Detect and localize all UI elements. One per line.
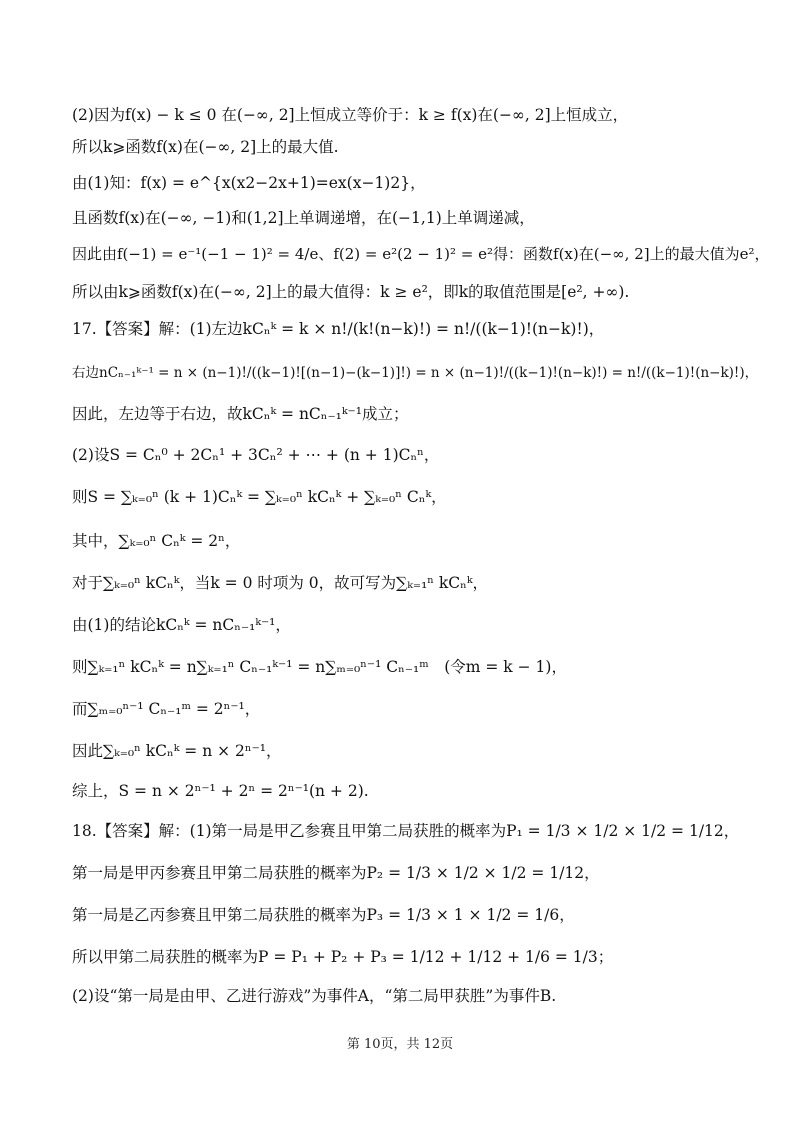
- text-line-12: 其中，∑ₖ₌₀ⁿ Cₙᵏ = 2ⁿ，: [72, 532, 241, 550]
- text-line-10: (2)设S = Cₙ⁰ + 2Cₙ¹ + 3Cₙ² + ⋯ + (n + 1)Cₙⁿ，: [72, 446, 440, 464]
- text-line-15: 则∑ₖ₌₁ⁿ kCₙᵏ = n∑ₖ₌₁ⁿ Cₙ₋₁ᵏ⁻¹ = n∑ₘ₌₀ⁿ⁻¹ Cₙ₋₁ᵐ (令m = k − 1)，: [72, 658, 567, 676]
- page-footer: 第 10页，共 12页: [346, 1037, 454, 1052]
- text-line-17: 因此∑ₖ₌₀ⁿ kCₙᵏ = n × 2ⁿ⁻¹，: [72, 742, 282, 760]
- text-line-23: (2)设“第一局是由甲、乙进行游戏”为事件A，“第二局甲获胜”为事件B.: [72, 987, 557, 1005]
- text-line-19: 18.【答案】解：(1)第一局是甲乙参赛且甲第二局获胜的概率为P₁ = 1/3 × 1/2 × 1/2 = 1/12，: [72, 822, 740, 840]
- text-line-21: 第一局是乙丙参赛且甲第二局获胜的概率为P₃ = 1/3 × 1 × 1/2 = 1/6，: [72, 906, 575, 924]
- text-line-1: (2)因为f(x) − k ≤ 0 在(−∞, 2]上恒成立等价于：k ≥ f(x)在(−∞, 2]上恒成立，: [72, 106, 629, 124]
- text-line-2: 所以k⩾函数f(x)在(−∞, 2]上的最大值.: [72, 138, 339, 156]
- text-line-18: 综上，S = n × 2ⁿ⁻¹ + 2ⁿ = 2ⁿ⁻¹(n + 2).: [72, 782, 369, 800]
- text-line-20: 第一局是甲丙参赛且甲第二局获胜的概率为P₂ = 1/3 × 1/2 × 1/2 = 1/12，: [72, 864, 600, 882]
- text-line-14: 由(1)的结论kCₙᵏ = nCₙ₋₁ᵏ⁻¹，: [72, 616, 291, 634]
- text-line-22: 所以甲第二局获胜的概率为P = P₁ + P₂ + P₃ = 1/12 + 1/12 + 1/6 = 1/3；: [72, 948, 614, 966]
- text-line-4: 且函数f(x)在(−∞, −1)和(1,2]上单调递增，在(−1,1)上单调递减，: [72, 209, 535, 227]
- text-line-9: 因此，左边等于右边，故kCₙᵏ = nCₙ₋₁ᵏ⁻¹成立；: [72, 405, 409, 423]
- text-line-8: 右边nCₙ₋₁ᵏ⁻¹ = n × (n−1)!/((k−1)![(n−1)−(k−1)]!) = n × (n−1)!/((k−1)!(n−k)!) = n!/((k−1)!(n−k)!)，: [72, 365, 759, 381]
- text-line-16: 而∑ₘ₌₀ⁿ⁻¹ Cₙ₋₁ᵐ = 2ⁿ⁻¹，: [72, 700, 261, 718]
- text-line-3: 由(1)知：f(x) = e^{x(x2−2x+1)=ex(x−1)2}，: [72, 174, 426, 192]
- text-line-13: 对于∑ₖ₌₀ⁿ kCₙᵏ，当k = 0 时项为 0，故可写为∑ₖ₌₁ⁿ kCₙᵏ，: [72, 574, 489, 592]
- text-line-5: 因此由f(−1) = e⁻¹(−1 − 1)² = 4/e、f(2) = e²(2 − 1)² = e²得：函数f(x)在(−∞, 2]上的最大值为e²，: [72, 245, 770, 263]
- text-line-11: 则S = ∑ₖ₌₀ⁿ (k + 1)Cₙᵏ = ∑ₖ₌₀ⁿ kCₙᵏ + ∑ₖ₌₀ⁿ Cₙᵏ，: [72, 488, 447, 506]
- text-line-6: 所以由k⩾函数f(x)在(−∞, 2]上的最大值得：k ≥ e²，即k的取值范围是[e², +∞).: [72, 283, 630, 301]
- text-line-7: 17.【答案】解：(1)左边kCₙᵏ = k × n!/(k!(n−k)!) = n!/((k−1)!(n−k)!)，: [72, 320, 605, 338]
